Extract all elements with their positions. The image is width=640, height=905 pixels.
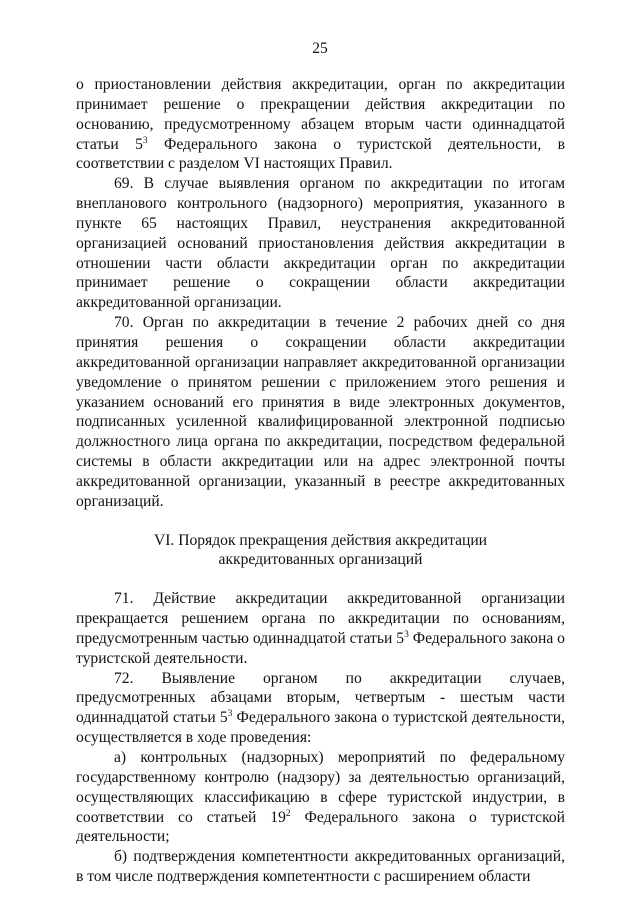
paragraph-72-b: б) подтверждения компетентности аккредитованных организаций, в том числе подтверждения компетентности с расширением области	[76, 848, 565, 886]
paragraph-continuation: о приостановлении действия аккредитации, орган по аккредитации принимает решение о прекращении действия аккредитации по основанию, предусмотренному абзацем вторым части одиннадцатой статьи $5^3$ Федерального закона о туристской деятельности, в соответствии с разделом VI настоящих Правил.	[76, 76, 565, 173]
paragraph-71: 71. Действие аккредитации аккредитованной организации прекращается решением органа по аккредитации по основаниям, предусмотренным частью одиннадцатой статьи $5^3$ Федерального закона о туристской деятельности.	[76, 590, 565, 667]
paragraph-72-a: а) контрольных (надзорных) мероприятий по федеральному государственному контролю (надзору) за деятельностью организаций, осуществляющих классификацию в сфере туристской индустрии, в соответствии со статьей $19^2$ Федерального закона о туристской деятельности;	[76, 749, 565, 846]
section-heading-line-2: аккредитованных организаций	[218, 551, 423, 569]
paragraph-72: 72. Выявление органом по аккредитации случаев, предусмотренных абзацами вторым, четвертым - шестым части одиннадцатой статьи $5^3$ Федерального закона о туристской деятельности, осуществляется в ходе проведения:	[76, 669, 565, 747]
section-heading	[76, 531, 565, 571]
section-heading-line-1: VI. Порядок прекращения действия аккредитации	[153, 531, 488, 549]
document-body	[76, 75, 565, 887]
paragraph-69: 69. В случае выявления органом по аккредитации по итогам внепланового контрольного (надзорного) мероприятия, указанного в пункте 65 настоящих Правил, неустранения аккредитованной организацией оснований приостановления действия аккредитации в отношении части области аккредитации орган по аккредитации принимает решение о сокращении области аккредитации аккредитованной организации.	[76, 175, 565, 312]
paragraph-70: 70. Орган по аккредитации в течение 2 рабочих дней со дня принятия решения о сокращении области аккредитации аккредитованной организации направляет аккредитованной организации уведомление о принятом решении с приложением этого решения и указанием оснований его принятия в виде электронных документов, подписанных усиленной квалифицированной электронной подписью должностного лица органа по аккредитации, посредством федеральной системы в области аккредитации или на адрес электронной почты аккредитованной организации, указанный в реестре аккредитованных организаций.	[76, 314, 565, 510]
page-number: 25	[312, 40, 328, 57]
